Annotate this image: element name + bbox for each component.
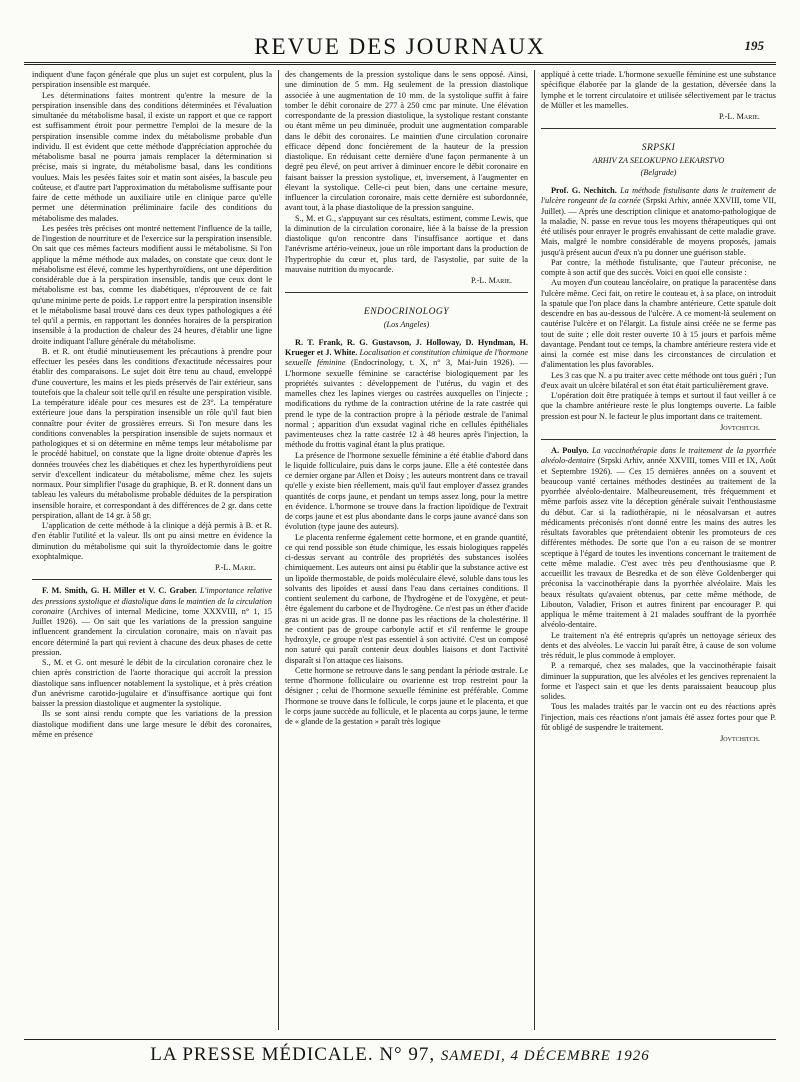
paragraph: Par contre, la méthode fistulisante, que l'auteur préconise, ne compte à son actif que des succès. Voici en quoi elle consiste : [541,257,776,277]
article-authors: A. Poulyo. [551,446,589,455]
column-right [541,70,776,1032]
paragraph: indiquent d'une façon générale que plus un sujet est corpulent, plus la perspiration insensible est marquée. [32,70,272,90]
paragraph: S., M. et G., s'appuyant sur ces résultats, estiment, comme Lewis, que la diminution de la circulation coronaire, liée à la baisse de la pression diastolique qu'on rencontre dans l'insuffisance aortique et dans l'anévrisme artério-veineux, joue un rôle important dans la production de l'hypertrophie du cœur et, plus tard, de l'asystolie, par suite de la mauvaise nutrition du myocarde. [285,213,528,274]
paragraph: B. et R. ont étudié minutieusement les précautions à prendre pour effectuer les pesées dans les conditions d'exactitude nécessaires pour établir des comparaisons. Le sujet doit être tenu au chaud, enveloppé d'une couverture, les mains et les pieds préservés de l'air extérieur, sans toutefois que la chaleur soit telle qu'il en résulte une perspiration visible. La température idéale pour ces mesures est de 23°. La température extérieure joue dans la perspiration insensible un rôle qu'il faut bien connaître pour éviter de grossières erreurs. Si l'on mesure dans les conditions convenables la perspiration insensible de sujets normaux et pathologiques et si on détermine en même temps leur métabolisme par le procédé habituel, on constate que la ligne droite obtenue d'après les données trouvées chez les diabétiques et chez les hyperthyroïdiens peut servir d'excellent indicateur du métabolisme, même chez les sujets normaux. Pour simplifier l'usage du graphique, B. et R. donnent dans un tableau les valeurs du métabolisme probable déduites de la perspiration insensible horaire, et correspondant à des différences de 2 gr. dans cette perspiration, allant de 14 gr. à 58 gr. [32,346,272,520]
article-paragraph [32,586,272,658]
signature: Jovtchitch. [720,734,760,743]
article-source: (Archives of internal Medicine, tome XXXVIII, n° 1, 15 Juillet 1926). [32,606,272,626]
article-separator [285,292,528,293]
article-title: Localisation et constitution chimique de l'hormone sexuelle féminine [285,348,528,368]
article-text: — L'hormone sexuelle féminine se caractérise biologiquement par les propriétés suivantes : développement de l'utérus, du vagin et des mamelles chez les lapines vierges ou castrées auxquelles on l'injecte ; modifications du rythme de la contraction utérine de la rate castrée qui prend le type de la contraction propre à la période œstrale de l'animal normal ; apparition d'un exsudat vaginal riche en cellules épithéliales pavimenteuses chez la ratte castrée 12 à 48 heures après l'injection, la méthode du frottis vaginal étant la plus pratique. [285,358,528,450]
column-middle [285,70,528,1032]
article-title: La méthode fistulisante dans le traitement de l'ulcère rongeant de la cornée [541,186,776,206]
paragraph: Tous les malades traités par le vaccin ont eu des réactions après l'injection, mais ces réactions n'ont jamais été assez fortes pour que P. fût obligé de suspendre le traitement. [541,702,776,732]
running-header-title: REVUE DES JOURNAUX [254,34,546,59]
signature: P.-L. Marie. [214,563,256,572]
article-text: — Après une description clinique et anatomo-pathologique de la maladie, N. passe en revue tous les moyens thérapeutiques qui ont été utilisés pour enrayer le progrès envahissant de cette maladie grave. Mais, malgré le nombre considérable de moyens proposés, jamais jusqu'à présent aucun d'eux n'a pu donner une guérison stable. [541,206,776,257]
paragraph: L'application de cette méthode à la clinique a déjà permis à B. et R. d'en établir l'utilité et la valeur. Ils ont pu ainsi mettre en évidence la diminution du métabolisme qui suit la thyroïdectomie dans le goitre exophtalmique. [32,521,272,561]
article-paragraph [541,186,776,258]
section-heading-journal: ARHIV ZA SELOKUPNO LEKARSTVO [592,155,725,165]
paragraph: Les pesées très précises ont montré nettement l'influence de la taille, de l'ingestion de nourriture et de l'exercice sur la perspiration insensible. On sait que ces mêmes facteurs modifient aussi le métabolisme. Si l'on applique la même méthode aux malades, on constate que ceux dont le métabolisme est élevé, comme les hyperthyroïdiens, ont une déperdition considérable due à la perspiration insensible, tandis que ceux dont le métabolisme est bas, comme les diabétiques, n'éprouvent de ce fait qu'une minime perte de poids. Le rapport entre la perspiration insensible et le métabolisme basal trouvé dans ces deux types pathologiques a été tel qu'il a permis, en rapportant les données horaires de la perspiration insensible à la production de chaleur des 24 heures, d'établir une ligne droite indiquant l'allure générale du métabolisme. [32,223,272,346]
section-place: (Belgrade) [640,167,677,177]
section-place: (Los Angeles) [383,319,430,329]
signature: Jovtchitch. [720,422,760,432]
paragraph: Le placenta renferme également cette hormone, et en grande quantité, ce qui rend possible son étude chimique, les essais biologiques rappelés ci-dessus servant au contrôle des propriétés des substances isolées chimiquement. Les auteurs ont ainsi pu établir que la substance active est un lipoïde thermostable, de poids moléculaire élevé, soluble dans tous les solvants des lipoïdes et aussi dans l'eau dans certaines conditions. Il contient seulement du carbone, de l'hydrogène et de l'oxygène, et peut-être également du carbone et de l'hydrogène. Ce n'est pas un éther d'acide gras ni un acide gras. Il ne donne pas les réactions de la cholestérine. Il ne contient pas de groupe carbonyle actif et s'il renferme le groupe hydroxyle, ce groupe n'est pas essentiel à son activité. C'est un composé non saturé qui paraît contenir deux doubles liaisons et dont l'activité disparaît si l'on attaque ces liaisons. [285,532,528,665]
section-heading: ENDOCRINOLOGY [363,307,450,318]
paragraph: Les déterminations faites montrent qu'entre la mesure de la perspiration insensible dans des conditions déterminées et l'évaluation simultanée du métabolisme basal, il existe un rapport et que ce rapport est suffisamment étroit pour permettre l'emploi de la mesure de la perspiration insensible comme index du métabolisme probable d'un individu. Il est évident que cette méthode d'appréciation approchée du métabolisme basal ne pourra jamais remplacer la détermination si précise, mais si ingrate, du métabolisme basal, dans les conditions voulues. Mais les pesées faites soir et matin sont aisées, la bascule peu coûteuse, et d'autre part l'approximation du métabolisme suffisante pour faire de cette méthode un auxiliaire utile en clinique parce qu'elle permet une détermination préliminaire facile des conditions du métabolisme des malades. [32,90,272,223]
paragraph: P. a remarqué, chez ses malades, que la vaccinothérapie faisait diminuer la suppuration, que les alvéoles et les gencives reprenaient la forme et l'aspect sain et que les dents paraissaient beaucoup plus solides. [541,661,776,701]
paragraph: L'opération doit être pratiquée à temps et surtout il faut veiller à ce que la chambre antérieure reste le plus longtemps ouverte. La faible pression est pour N. le facteur le plus important dans ce traitement. [541,391,776,421]
article-separator [541,439,776,440]
article-authors: Prof. G. Nechitch. [551,186,617,195]
column-separator [278,70,279,1030]
article-paragraph [285,338,528,451]
paragraph: Ils se sont ainsi rendu compte que les variations de la pression diastolique modifient dans une large mesure le débit des coronaires, même en présence [32,709,272,739]
paragraph: Cette hormone se retrouve dans le sang pendant la période œstrale. Le terme d'hormone folliculaire ou ovarienne est trop restreint pour la désigner ; celui de l'hormone sexuelle féminine est préférable. Comme l'hormone se trouve dans le follicule, le corps jaune et le placenta, et que le corps jaune succède au follicule, et le placenta au corps jaune, le terme de « glande de la gestation » paraît très logique [285,665,528,726]
article-separator [32,579,272,580]
paragraph: Les 3 cas que N. a pu traiter avec cette méthode ont tous guéri ; l'un d'eux avait un ulcère bilatéral et son état était particulièrement grave. [541,370,776,390]
page-number: 195 [744,38,764,53]
paragraph: La présence de l'hormone sexuelle féminine a été établie d'abord dans le liquide folliculaire, puis dans le corps jaune. Elle a été contestée dans ce dernier organe par Allen et Doisy ; les auteurs montrent dans ce travail qu'elle y existe bien réellement, mais qu'il faut employer d'assez grandes quantités de corps jaune, et pendant un temps assez long, pour la mettre en évidence. L'hormone se trouve dans la fraction lipoïdique de l'extrait de corps jaune et est plus abondante dans le corps jaune avancé dans son évolution (type jaune des auteurs). [285,450,528,532]
article-authors: R. T. Frank, R. G. Gustavson, J. Holloway, D. Hyndman, H. Krueger et J. White. [285,337,528,357]
header-rule-thin [24,64,776,65]
header-rule [24,62,776,63]
signature: P.-L. Marie. [718,112,760,121]
article-separator [541,128,776,129]
article-text: — Ces 15 dernières années on a souvent et beaucoup vanté certaines méthodes destinées au traitement de la pyorrhée alvéolo-dentaire. Malheureusement, très fréquemment et même parfois assez vite la déception générale suivait l'enthousiasme du début. Car si la radiothérapie, ni le néosalvarsan et autres médicaments préconisés n'ont donné entre les mains des autres les résultats favorables que prétendaient obtenir les promoteurs de ces différentes méthodes. De sorte que l'on a eu raison de se montrer sceptique à l'égard de toutes les inventions concernant le traitement de cette même maladie. C'est avec très peu d'enthousiasme que P. accueillit les travaux de Besredka et de son élève Goldenberger qui préconisa la vaccinothérapie dans la pyorrhée alvéolaire. Mais les beaux résultats qu'avaient obtenus, par cette même méthode, de Libouton, Valadier, Frison et autres finirent par encourager P. qui appliqua le même traitement à 21 malades souffrant de la pyorrhée alvéolo-dentaire. [541,466,776,630]
paragraph: des changements de la pression systolique dans le sens opposé. Ainsi, une diminution de 5 mm. Hg seulement de la pression diastolique associée à une augmentation de 10 mm. de la systolique suffit à faire tomber le débit coronaire de 277 à 250 cmc par minute. Une élévation correspondante de la pression diastolique, la systolique restant constante ou étant même un peu diminuée, produit une augmentation comparable dans le débit des coronaires. Le maintien d'une circulation coronaire efficace dépend donc foncièrement de la hauteur de la pression diastolique. En réduisant cette dernière d'une façon permanente à un degré peu élevé, on peut arriver à diminuer encore le débit coronaire en faisant baisser la pression systolique, et, inversement, à l'augmenter en élevant la systolique. Celle-ci peut bien, dans une certaine mesure, influencer la circulation coronaire, mais cette dernière est subordonnée, avant tout, à la phase diastolique de la pression sanguine. [285,70,528,213]
column-left [32,70,272,1032]
article-title: La vaccinothérapie dans le traitement de la pyorrhée alvéolo-dentaire [541,446,776,466]
column-separator [534,70,535,1030]
article-source: (Srpski Arhiv, année XXVIII, tome VII, Juillet). [541,196,776,216]
article-text: — On sait que les variations de la pression sanguine influencent grandement la circulation coronaire, mais on n'avait pas encore déterminé la part qui revient à chacune des deux phases de cette pression. [32,617,272,657]
footer-journal: LA PRESSE MÉDICALE. [150,1044,374,1065]
paragraph: Au moyen d'un couteau lancéolaire, on pratique la paracentèse dans l'ulcère même. Ceci fait, on retire le couteau et, à sa place, on introduit la spatule que l'on place dans la chambre antérieure. Cette spatule doit descendre en bas au-dessous de l'ulcère. A ce moment-là seulement on cautérise l'ulcère et on l'élargit. La fistule ainsi créée ne se ferme pas tout de suite ; elle doit rester ouverte 10 à 15 jours et parfois même davantage. Pendant tout ce temps, la chambre antérieure restera vide et ainsi la cornée est mise dans les circonstances de circulation et d'alimentation les plus favorables. [541,278,776,370]
footer-rule [24,1039,776,1040]
signature: P.-L. Marie. [470,276,512,285]
article-source: (Srpski Arhiv, année XXVIII, tomes VIII et IX, Août et Septembre 1926). [541,456,776,476]
paragraph: appliqué à cette triade. L'hormone sexuelle féminine est une substance spécifique élaborée par la glande de la gestation, déversée dans la lymphe et le torrent circulatoire et utilisée sélectivement par le tractus de Müller et les mamelles. [541,70,776,110]
footer-issue: N° 97, [379,1044,436,1065]
paragraph: Le traitement n'a été entrepris qu'après un nettoyage sérieux des dents et des alvéoles. Le vaccin lui paraît être, à cause de son volume très réduit, le plus commode à employer. [541,630,776,660]
article-paragraph [541,446,776,631]
article-source: (Endocrinology, t. X, n° 3, Mai-Juin 1926). [350,358,515,368]
article-authors: F. M. Smith, G. H. Miller et V. C. Graber. [42,586,197,596]
article-title: L'importance relative des pressions systolique et diastolique dans le maintien de la circulation coronaire [32,586,272,616]
section-heading: SRPSKI [641,143,676,154]
footer-date: SAMEDI, 4 DÉCEMBRE 1926 [440,1048,650,1064]
paragraph: S., M. et G. ont mesuré le débit de la circulation coronaire chez le chien après constriction de l'aorte thoracique qui accroît la pression diastolique sans influencer notablement la systolique, et à près création d'un anévrisme carotido-jugulaire et d'insuffisance aortique qui font baisser la pression diastolique et augmenter la systolique. [32,658,272,708]
running-footer [0,1044,800,1066]
